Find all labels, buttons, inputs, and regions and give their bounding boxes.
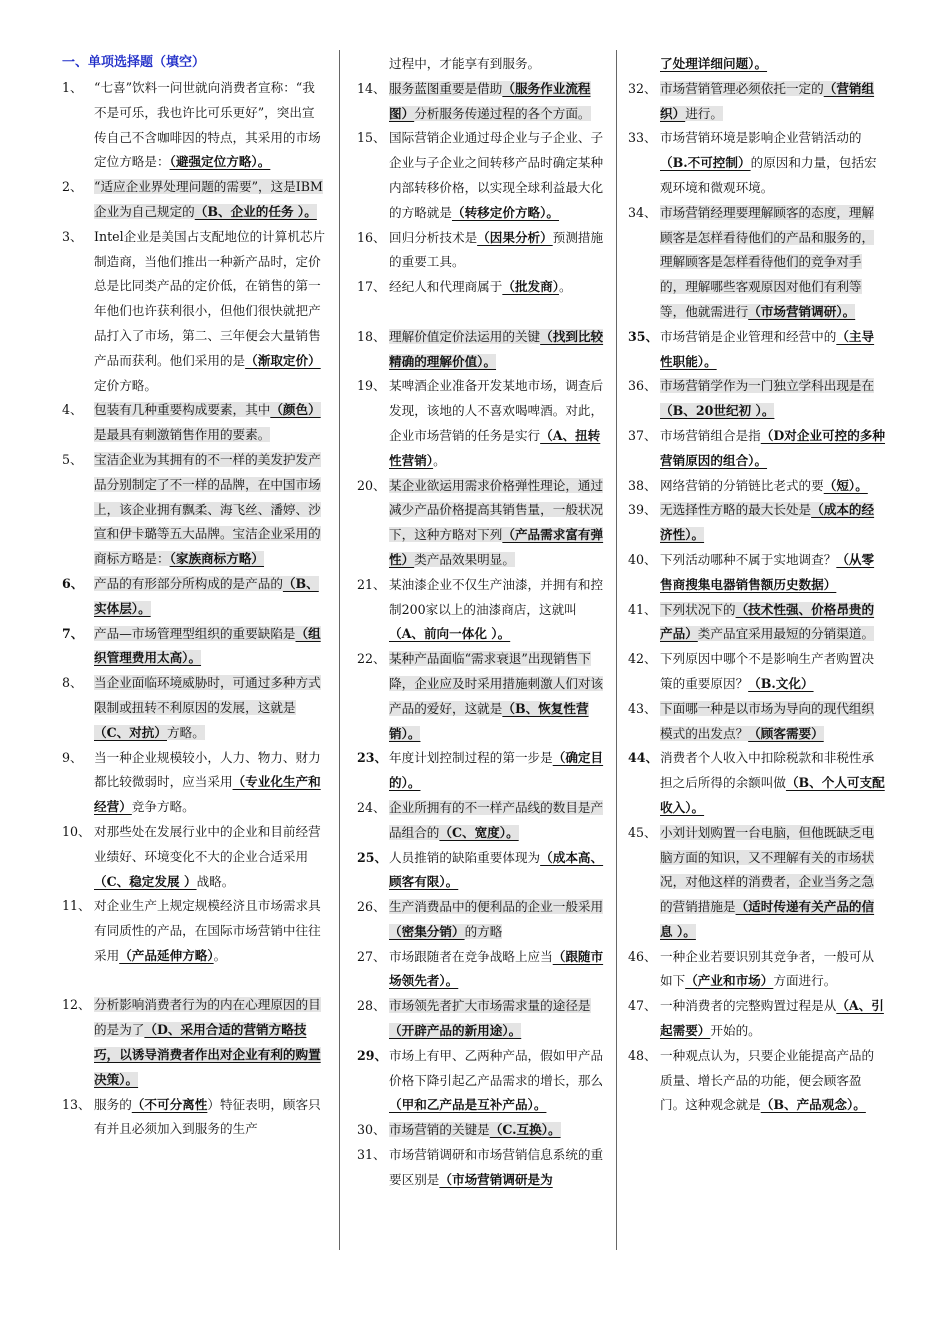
- question-number: 34、: [628, 204, 657, 220]
- question-number: 1、: [62, 80, 83, 95]
- question-stem: 某企业欲运用需求价格弹性理论，通过减少产品价格提高其销售量，一般状况下，这种方略对下列: [389, 477, 604, 543]
- question-text: [94, 894, 327, 968]
- answer-text: （产业和市场）: [685, 973, 774, 989]
- question-item: [357, 126, 607, 225]
- question-stem: 国际营销企业通过母企业与子企业、子企业与子企业之间转移产品时确定某种内部转移价格，以实现全球利益最大化的方略就是: [389, 130, 604, 220]
- question-stem: 市场营销环境是影响企业营销活动的: [660, 130, 862, 146]
- question-stem-tail: 。: [559, 279, 572, 295]
- question-stem-tail: ）特征表明，顾客只有并且必须加入到服务的生产: [94, 1096, 321, 1137]
- question-number: 40、: [628, 551, 657, 567]
- question-text: [389, 746, 607, 796]
- answer-text: （C、稳定发展 ）: [94, 873, 197, 889]
- question-stem: “七喜”饮料一问世就向消费者宣称：“我不是可乐，我也许比可乐更好”，突出宣传自己不含咖啡因的特点，其采用的市场定位方略是：: [94, 80, 321, 170]
- question-stem-tail: 类产品效果明显。: [414, 551, 515, 567]
- answer-text: （确定目的）。: [389, 750, 604, 791]
- question-text: [389, 126, 607, 225]
- question-text: [94, 175, 327, 225]
- question-item: [357, 573, 607, 647]
- answer-text: （B.不可控制）: [660, 155, 751, 171]
- answer-text: （D对企业可控的多种营销原因的组合）。: [660, 427, 886, 468]
- question-number: 28、: [357, 998, 386, 1014]
- question-stem: 服务蓝图重要是借助: [389, 80, 503, 96]
- question-item: [628, 498, 886, 548]
- question-item: [357, 374, 607, 473]
- question-item: [628, 598, 886, 648]
- question-stem: 过程中，才能享有到服务。: [389, 56, 541, 71]
- question-stem: 一种企业若要识别其竞争者，一般可从如下: [660, 948, 875, 989]
- question-item: [628, 424, 886, 474]
- question-item: [628, 52, 886, 77]
- question-stem: 宝洁企业为其拥有的不一样的美发护发产品分别制定了不一样的品牌，在中国市场上，该企业拥有飘柔、海飞丝、潘婷、沙宣和伊卡璐等五大品牌。宝洁企业采用的商标方略是：: [94, 451, 321, 567]
- question-stem-tail: 的原因和力量，包括宏观环境和微观环境。: [660, 155, 877, 195]
- question-number: 27、: [357, 948, 386, 964]
- question-item: [62, 746, 327, 820]
- question-number: 9、: [62, 749, 83, 765]
- question-text: [94, 225, 327, 399]
- question-stem-tail: 。: [433, 452, 446, 468]
- question-number: [357, 52, 389, 77]
- question-stem: 人员推销的缺陷重要体现为: [389, 849, 541, 865]
- answer-text: （开辟产品的新用途）。: [389, 1023, 522, 1039]
- question-text: [389, 895, 607, 945]
- question-item: [628, 374, 886, 424]
- question-stem: 经纪人和代理商属于: [389, 279, 503, 295]
- question-stem: 下列原因中哪个不是影响生产者购置决策的重要原因？: [660, 651, 875, 691]
- column-3: [628, 52, 886, 1118]
- question-number: 29、: [357, 1047, 388, 1063]
- question-number: 26、: [357, 899, 386, 915]
- question-text: [660, 126, 886, 200]
- question-text: [660, 994, 886, 1044]
- answer-text: （B、恢复性营销）。: [389, 700, 589, 741]
- question-stem-tail: 类产品宜采用最短的分销渠道。: [697, 626, 875, 642]
- question-number: 14、: [357, 80, 386, 96]
- answer-text: （B、产品观念）。: [760, 1097, 866, 1113]
- answer-text: （家族商标方略）: [169, 551, 265, 567]
- answer-text: （B.文化）: [748, 675, 814, 691]
- question-number: 2、: [62, 179, 83, 195]
- question-text: [660, 325, 886, 375]
- question-item: [62, 894, 327, 968]
- question-item: [357, 1044, 607, 1118]
- question-number: 19、: [357, 378, 386, 394]
- question-text: [94, 448, 327, 572]
- question-text: [94, 746, 327, 820]
- answer-text: （B、企业的任务 ）。: [194, 203, 317, 219]
- answer-text: （找到比较精确的理解价值）。: [389, 328, 604, 369]
- question-stem: 某啤酒企业准备开发某地市场，调查后发现，该地的人不喜欢喝啤酒。对此，企业市场营销的任务是实行: [389, 378, 604, 443]
- answer-text: （B、实体层）。: [94, 575, 319, 616]
- question-text: [94, 76, 327, 175]
- question-number: 41、: [628, 601, 657, 617]
- answer-text: （从零售商搜集电器销售额历史数据）: [660, 551, 875, 592]
- question-stem: 网络营销的分销链比老式的要: [660, 477, 824, 493]
- question-stem: 下列活动哪种不属于实地调查？: [660, 551, 837, 567]
- question-item: [628, 126, 886, 200]
- question-item: [357, 226, 607, 276]
- question-number: 13、: [62, 1096, 91, 1112]
- question-stem: 对那些处在发展行业中的企业和目前经营业绩好、环境变化不大的企业合适采用: [94, 823, 321, 864]
- question-number: 32、: [628, 80, 657, 96]
- question-stem: 市场营销管理必须依托一定的: [660, 80, 824, 96]
- question-stem-tail: 战略。: [196, 873, 235, 889]
- question-stem: 市场营销组合是指: [660, 427, 761, 443]
- question-item: [62, 398, 327, 448]
- question-item: [62, 225, 327, 399]
- answer-text: （A、前向一体化 ）。: [389, 626, 511, 642]
- answer-text: （渐取定价）: [245, 352, 321, 368]
- question-item: [62, 820, 327, 894]
- question-stem: 消费者个人收入中扣除税款和非税性承担之后所得的余额叫做: [660, 750, 875, 791]
- question-number: 23、: [357, 750, 388, 766]
- question-item: [357, 746, 607, 796]
- question-stem: 下列状况下的: [660, 601, 736, 617]
- question-text: [389, 226, 607, 276]
- question-stem: 当一种企业规模较小，人力、物力、财力都比较微弱时，应当采用: [94, 749, 321, 790]
- question-stem: 分析影响消费者行为的内在心理原因的目的是为了: [94, 997, 321, 1038]
- question-stem-tail: 方面进行。: [773, 973, 837, 989]
- answer-text: （转移定价方略）。: [451, 204, 560, 220]
- column-2: [357, 52, 607, 1193]
- question-text: [389, 275, 607, 300]
- answer-text: （营销组织）: [660, 80, 875, 121]
- question-stem: 产品的有形部分所构成的是产品的: [94, 575, 283, 591]
- question-stem-tail: 是最具有刺激销售作用的要素。: [94, 427, 271, 443]
- question-number: 35、: [628, 328, 659, 344]
- question-text: [660, 548, 886, 598]
- answer-text: （C.互换）。: [489, 1122, 561, 1138]
- question-number: 3、: [62, 228, 83, 244]
- question-stem: 一种消费者的完整购置过程是从: [660, 998, 837, 1014]
- question-text: [389, 846, 607, 896]
- question-text: [660, 374, 886, 424]
- column-divider: [339, 50, 340, 1250]
- question-item: [62, 175, 327, 225]
- question-stem-tail: 进行。: [685, 105, 723, 121]
- question-text: [660, 598, 886, 648]
- question-number: 25、: [357, 849, 388, 865]
- column-1: [62, 52, 327, 1142]
- column-divider: [616, 50, 617, 1250]
- answer-text: （C、对抗）: [94, 724, 167, 740]
- question-text: [389, 945, 607, 995]
- question-item: [357, 275, 607, 300]
- question-number: 21、: [357, 576, 386, 592]
- question-number: 10、: [62, 823, 91, 839]
- question-number: 7、: [62, 625, 84, 641]
- question-stem: 某油漆企业不仅生产油漆，并拥有和控制200家以上的油漆商店，这就叫: [389, 576, 604, 617]
- question-stem: Intel企业是美国占支配地位的计算机芯片制造商，当他们推出一种新产品时，定价总是比同类产品的定价低，在销售的第一年他们也许获利很小，但他们很快就把产品打入了市场，第二、三年便会大量销售产品而获利。他们采用的是: [94, 228, 326, 368]
- question-number: 15、: [357, 130, 386, 146]
- answer-text: （避强定位方略）。: [169, 154, 271, 170]
- question-item: [357, 647, 607, 746]
- section-heading: 一、单项选择题（填空）: [62, 55, 206, 70]
- question-item: [628, 1044, 886, 1118]
- question-item: [628, 548, 886, 598]
- question-item: [357, 325, 607, 375]
- answer-text: （市场营销调研）。: [748, 303, 856, 319]
- question-stem: 某种产品面临“需求衰退”出现销售下降，企业应及时采用措施刺激人们对该产品的爱好，这就是: [389, 651, 604, 716]
- question-text: [389, 796, 607, 846]
- question-stem: 年度计划控制过程的第一步是: [389, 750, 553, 766]
- answer-text: （技术性强、价格昂贵的产品）: [660, 601, 875, 642]
- question-text: [660, 1044, 886, 1118]
- question-number: 12、: [62, 997, 91, 1013]
- question-number: 17、: [357, 279, 386, 295]
- question-number: 20、: [357, 477, 386, 493]
- answer-text: （A、引起需要）: [660, 998, 884, 1039]
- question-number: 33、: [628, 130, 657, 146]
- question-text: [660, 77, 886, 127]
- answer-text: （组织管理费用太高）。: [94, 625, 321, 666]
- question-text: [389, 77, 607, 127]
- question-stem-tail: 的方略: [464, 923, 503, 939]
- answer-text: （短）。: [823, 477, 868, 493]
- question-item: [357, 1118, 607, 1143]
- question-text: [389, 374, 607, 473]
- question-number: 39、: [628, 502, 657, 518]
- question-stem-tail: 开始的。: [710, 1023, 761, 1039]
- question-item: [628, 325, 886, 375]
- question-number: 30、: [357, 1122, 386, 1138]
- question-stem-tail: 预测措施的重要工具。: [389, 229, 604, 270]
- question-item: [628, 697, 886, 747]
- answer-text: （顾客需要）: [748, 725, 824, 741]
- question-item: [62, 448, 327, 572]
- question-item: [62, 671, 327, 745]
- question-number: 45、: [628, 824, 657, 840]
- question-item: [628, 474, 886, 499]
- question-text: [94, 572, 327, 622]
- question-item: [357, 846, 607, 896]
- answer-text: （适时传递有关产品的信息 ）。: [660, 899, 875, 939]
- question-number: 5、: [62, 451, 83, 467]
- answer-text: （主导性职能）。: [660, 328, 875, 369]
- question-number: 44、: [628, 750, 659, 766]
- question-item: [628, 821, 886, 945]
- question-text: [660, 424, 886, 474]
- answer-text: （颜色）: [270, 402, 321, 418]
- question-number: 6、: [62, 575, 84, 591]
- question-stem: 市场营销是企业管理和经营中的: [660, 328, 837, 344]
- question-number: 22、: [357, 651, 386, 667]
- question-stem: 市场营销经理要理解顾客的态度，理解顾客是怎样看待他们的产品和服务的，理解顾客是怎样看待他们的竞争对手的，理解哪些客观原因对他们有利等等，他就需进行: [660, 204, 875, 319]
- question-number: 46、: [628, 948, 657, 964]
- answer-text: （C、宽度）。: [439, 824, 519, 840]
- question-stem-tail: 方略。: [167, 724, 205, 740]
- question-item: [628, 746, 886, 820]
- question-text: [389, 52, 607, 77]
- question-stem: 市场营销调研和市场营销信息系统的重要区别是: [389, 1147, 604, 1187]
- answer-text: （密集分销）: [389, 923, 465, 939]
- question-item: [62, 622, 327, 672]
- question-item: [62, 76, 327, 175]
- question-stem: 理解价值定价法运用的关键: [389, 328, 541, 344]
- answer-text: （跟随市场领先者）。: [389, 948, 604, 989]
- question-text: [660, 201, 886, 325]
- question-item: [62, 1093, 327, 1143]
- answer-text: （A、扭转性营销）: [389, 427, 601, 468]
- question-stem: 产品—市场管理型组织的重要缺陷是: [94, 625, 296, 641]
- question-item: [628, 945, 886, 995]
- question-item: [628, 994, 886, 1044]
- question-number: 42、: [628, 651, 657, 667]
- question-number: 4、: [62, 402, 83, 418]
- question-text: [94, 993, 327, 1092]
- answer-text: （B、个人可支配收入）。: [660, 775, 885, 815]
- question-number: [628, 52, 660, 77]
- question-item: [357, 796, 607, 846]
- question-text: [660, 647, 886, 697]
- question-number: 43、: [628, 700, 657, 716]
- question-number: 38、: [628, 477, 657, 493]
- question-number: 16、: [357, 229, 386, 245]
- question-text: [389, 1143, 607, 1193]
- question-number: 47、: [628, 998, 657, 1014]
- question-stem-tail: 分析服务传递过程的各个方面。: [414, 105, 591, 121]
- question-stem: 包装有几种重要构成要素，其中: [94, 402, 271, 418]
- answer-text: （批发商）: [502, 279, 560, 295]
- question-item: [628, 77, 886, 127]
- question-stem: 市场领先者扩大市场需求量的途径是: [389, 998, 591, 1014]
- answer-text: （市场营销调研是为: [439, 1171, 553, 1187]
- question-text: [389, 1118, 607, 1143]
- question-text: [94, 671, 327, 745]
- question-text: [389, 647, 607, 746]
- question-text: [94, 820, 327, 894]
- question-text: [660, 474, 886, 499]
- question-stem: 当企业面临环境威胁时，可通过多种方式限制或扭转不利原因的发展，这就是: [94, 675, 321, 715]
- answer-text: （产品需求富有弹性）: [389, 527, 604, 567]
- question-text: [389, 994, 607, 1044]
- question-stem: 市场营销的关键是: [389, 1122, 490, 1138]
- question-item: [628, 647, 886, 697]
- question-number: 48、: [628, 1047, 657, 1063]
- question-text: [389, 1044, 607, 1118]
- question-text: [660, 945, 886, 995]
- question-stem: 服务的: [94, 1096, 132, 1112]
- question-item: [357, 945, 607, 995]
- answer-text: （专业化生产和经营）: [94, 774, 321, 815]
- answer-text: （服务作业流程图）: [389, 80, 591, 121]
- question-text: [660, 498, 886, 548]
- question-number: 36、: [628, 378, 657, 394]
- question-text: [660, 52, 886, 77]
- answer-text: （D、采用合适的营销方略技巧，以诱导消费者作出对企业有利的购置决策）。: [94, 1022, 321, 1087]
- question-item: [357, 994, 607, 1044]
- question-item: [357, 77, 607, 127]
- question-number: 37、: [628, 427, 657, 443]
- question-text: [660, 821, 886, 945]
- question-stem: 下面哪一种是以市场为导向的现代组织模式的出发点？: [660, 700, 875, 741]
- question-item: [357, 895, 607, 945]
- question-stem: “适应企业界处理问题的需要”，这是IBM企业为自己规定的: [94, 179, 323, 219]
- question-stem: 市场上有甲、乙两种产品，假如甲产品价格下降引起乙产品需求的增长，那么: [389, 1047, 604, 1088]
- answer-text: （不可分离性: [131, 1096, 208, 1112]
- answer-text: （甲和乙产品是互补产品）。: [389, 1097, 547, 1113]
- question-stem: 企业所拥有的不一样产品线的数目是产品组合的: [389, 799, 604, 840]
- question-item: [628, 201, 886, 325]
- question-text: [660, 746, 886, 820]
- question-text: [660, 697, 886, 747]
- question-item: [357, 474, 607, 573]
- question-text: [389, 474, 607, 573]
- question-number: 31、: [357, 1147, 386, 1163]
- answer-text: （产品延伸方略）: [119, 947, 214, 963]
- question-item: [62, 993, 327, 1092]
- question-stem: 一种观点认为，只要企业能提高产品的质量、增长产品的功能，便会顾客盈门。这种观念就是: [660, 1047, 875, 1113]
- question-stem-tail: 。: [213, 947, 227, 963]
- question-stem-tail: 竞争方略。: [131, 799, 195, 815]
- question-item: [62, 572, 327, 622]
- question-number: 24、: [357, 799, 386, 815]
- answer-text: （成本的经济性）。: [660, 502, 875, 543]
- question-stem-tail: 定价方略。: [94, 377, 157, 393]
- question-text: [94, 398, 327, 448]
- question-number: 8、: [62, 675, 83, 691]
- question-text: [94, 1093, 327, 1143]
- question-stem: 小刘计划购置一台电脑，但他既缺乏电脑方面的知识，又不理解有关的市场状况，对他这样的消费者，企业当务之急的营销措施是: [660, 824, 875, 915]
- question-stem: 对企业生产上规定规模经济且市场需求具有同质性的产品，在国际市场营销中往往采用: [94, 898, 321, 963]
- question-stem: 生产消费品中的便利品的企业一般采用: [389, 899, 604, 915]
- question-stem: 市场营销学作为一门独立学科出现是在: [660, 378, 875, 394]
- question-number: 11、: [62, 898, 91, 914]
- answer-text: （成本高、顾客有限）。: [389, 849, 604, 890]
- answer-text: 了处理详细问题）。: [660, 56, 768, 71]
- question-stem: 回归分析技术是: [389, 229, 478, 245]
- answer-text: （B、20世纪初 ）。: [660, 403, 775, 419]
- question-stem: 无选择性方略的最大长处是: [660, 502, 812, 518]
- question-item: [357, 52, 607, 77]
- question-number: 18、: [357, 328, 386, 344]
- question-item: [357, 1143, 607, 1193]
- question-text: [389, 573, 607, 647]
- question-text: [389, 325, 607, 375]
- question-stem: 市场跟随者在竞争战略上应当: [389, 948, 553, 964]
- question-text: [94, 622, 327, 672]
- answer-text: （因果分析）: [477, 229, 553, 245]
